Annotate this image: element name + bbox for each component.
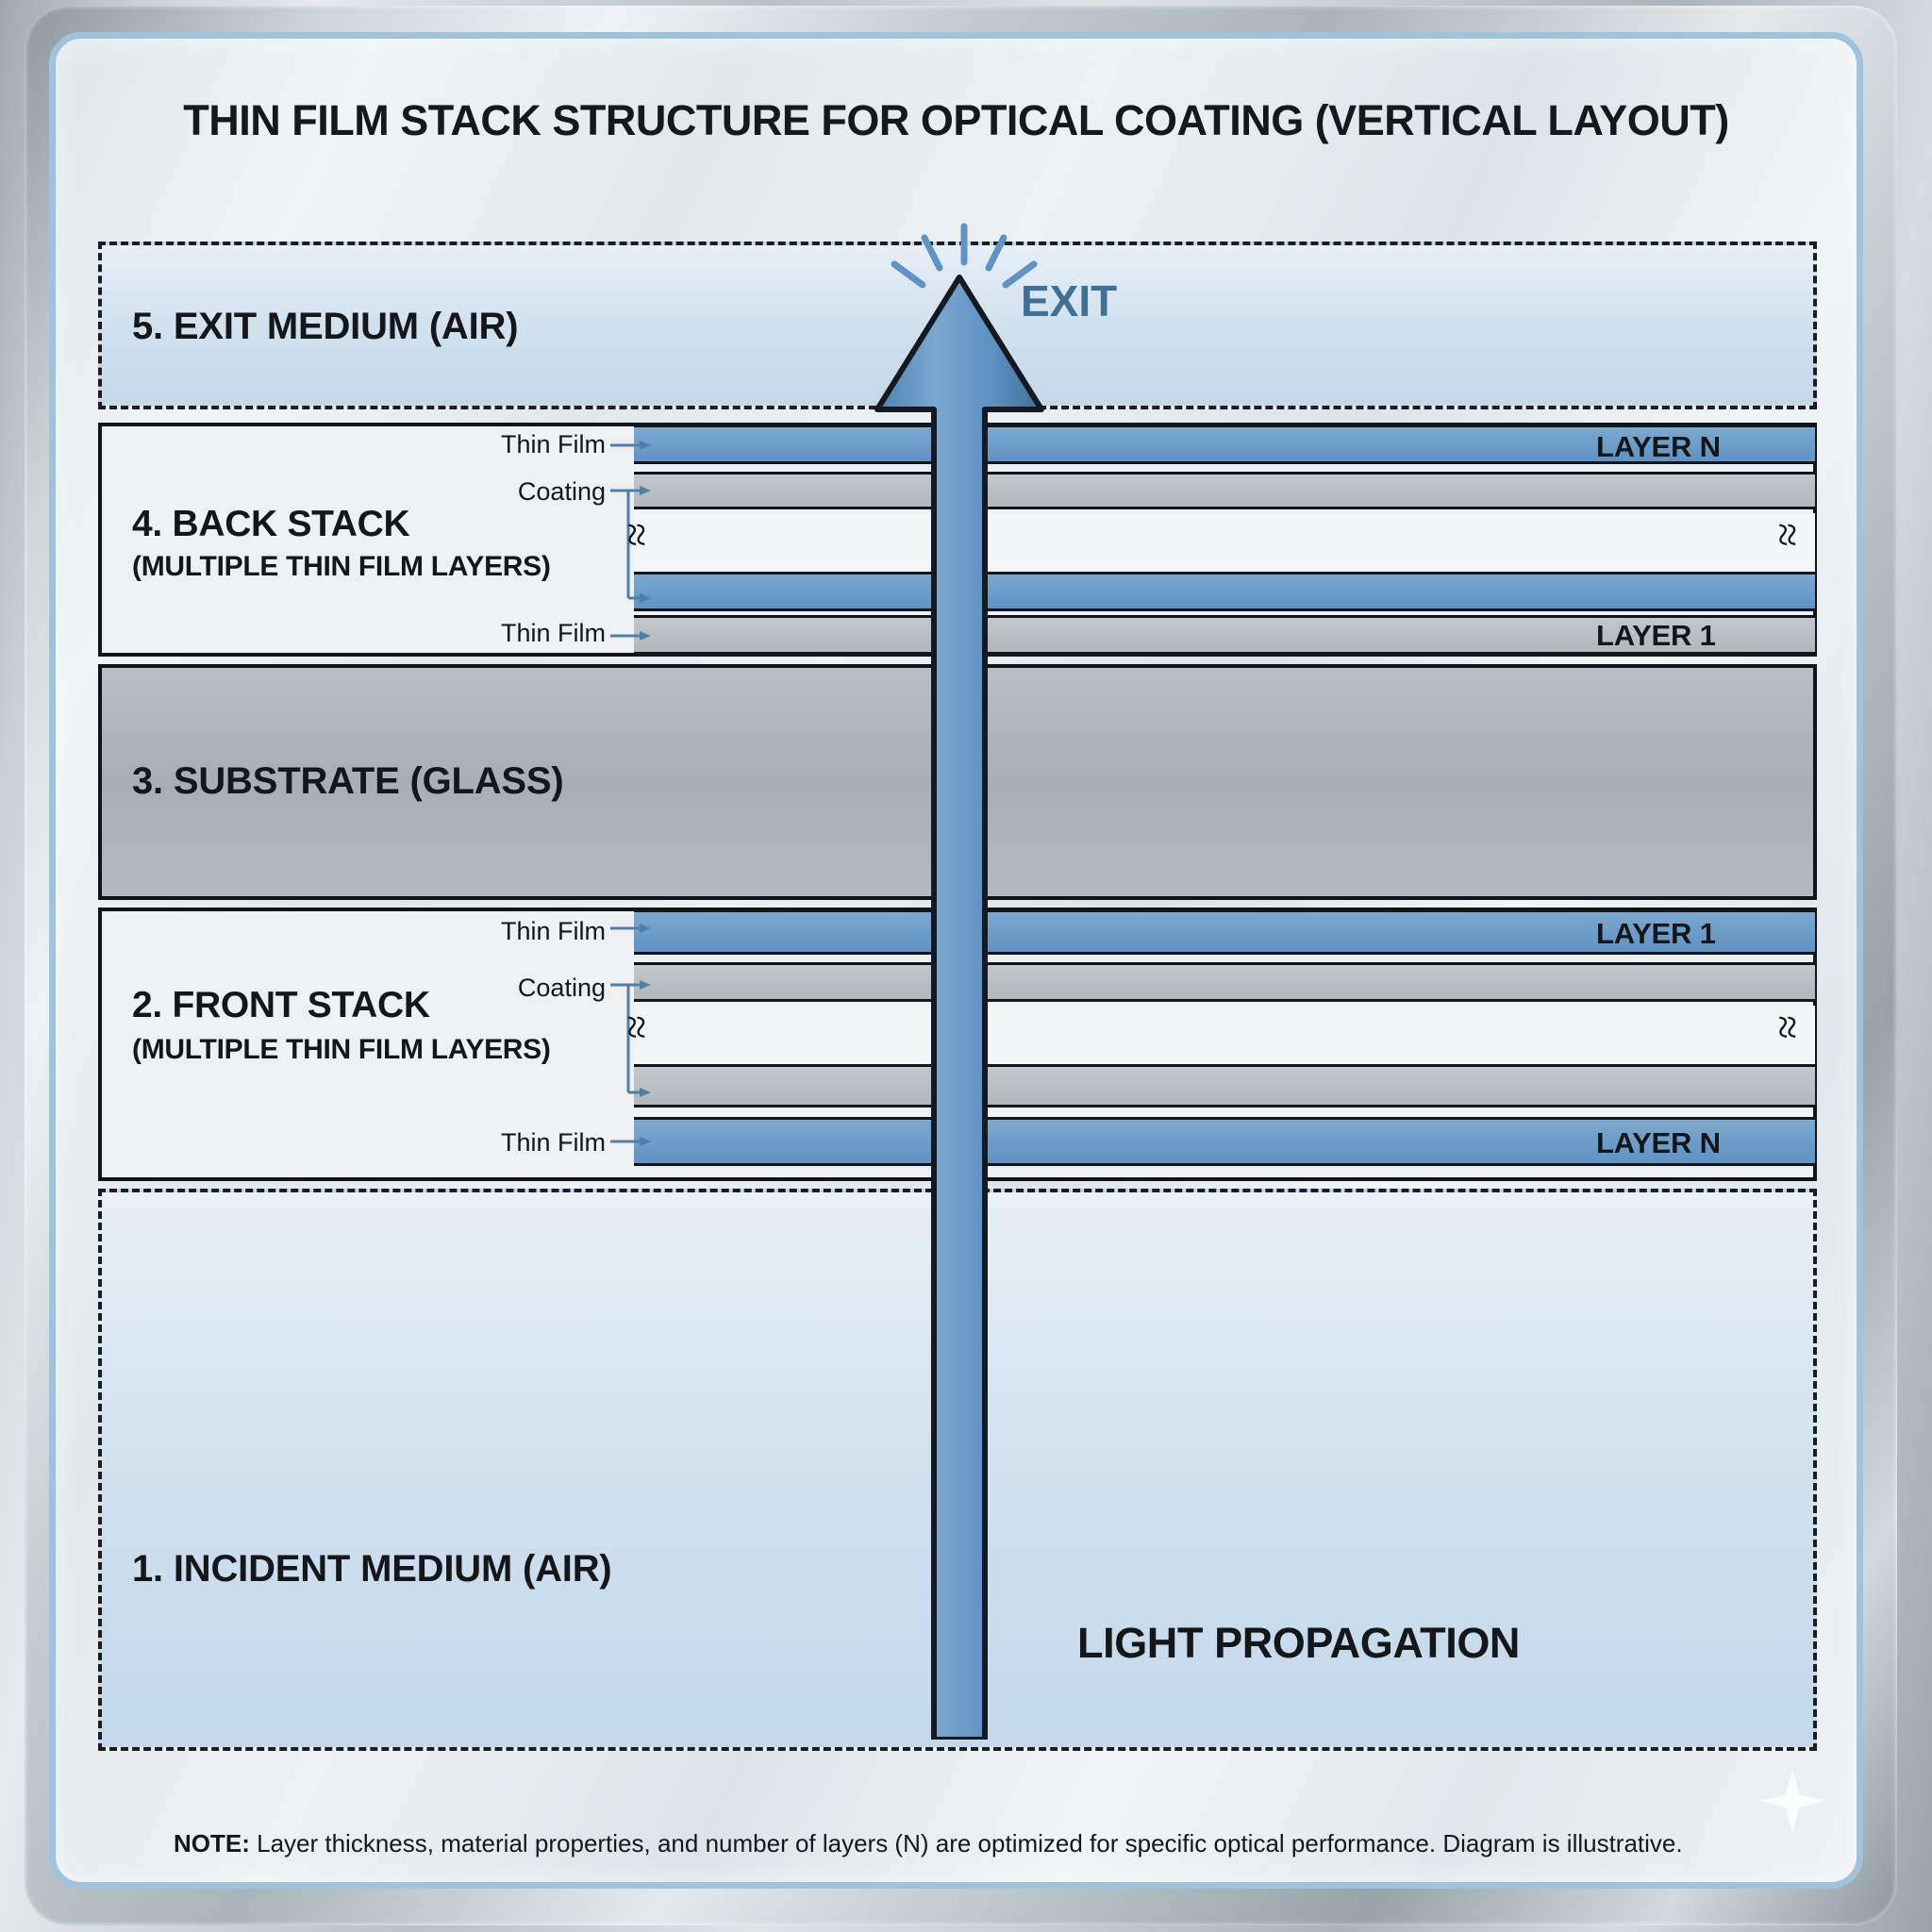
back-stack-break-right-icon: ≈ [1763, 523, 1812, 547]
front-stack-callout-thin-film-top: Thin Film [500, 917, 606, 945]
back-stack-title: 4. BACK STACK [132, 504, 410, 544]
back-stack-break-left-icon: ≈ [612, 523, 661, 547]
front-stack-subtitle: (MULTIPLE THIN FILM LAYERS) [132, 1034, 551, 1065]
back-stack-film-gap [634, 513, 1815, 572]
front-stack-title: 2. FRONT STACK [132, 985, 430, 1025]
light-propagation-label: LIGHT PROPAGATION [1077, 1619, 1521, 1667]
note-text [174, 1829, 1777, 1858]
front-stack-film-gap [634, 1006, 1815, 1064]
incident-medium-label: 1. INCIDENT MEDIUM (AIR) [132, 1548, 612, 1590]
front-stack-callout-thin-film-bottom: Thin Film [500, 1128, 606, 1157]
front-stack-layer-1-tag: LAYER 1 [1596, 917, 1716, 950]
back-stack-subtitle: (MULTIPLE THIN FILM LAYERS) [132, 551, 551, 582]
back-stack-callout-coating: Coating [517, 477, 606, 506]
back-stack-layer-1-tag: LAYER 1 [1596, 619, 1716, 652]
front-stack-callout-lines [587, 908, 653, 1181]
front-stack-film-mid [634, 1064, 1815, 1108]
light-propagation-arrow [841, 183, 1077, 1740]
note-prefix: NOTE: [174, 1829, 250, 1857]
front-stack-film-coating-top [634, 962, 1815, 1002]
back-stack-layer-n-tag: LAYER N [1596, 430, 1721, 463]
substrate-label: 3. SUBSTRATE (GLASS) [132, 760, 564, 802]
back-stack-callout-thin-film-top: Thin Film [500, 430, 606, 458]
front-stack-break-right-icon: ≈ [1763, 1015, 1812, 1040]
sparkle-icon [1759, 1768, 1825, 1834]
note-body: Layer thickness, material properties, and number of layers (N) are optimized for specific optical performance. Diagram is illustrative. [249, 1829, 1683, 1857]
exit-label: EXIT [1021, 276, 1118, 325]
exit-medium-label: 5. EXIT MEDIUM (AIR) [132, 306, 519, 347]
page-title: THIN FILM STACK STRUCTURE FOR OPTICAL COATING (VERTICAL LAYOUT) [183, 96, 1729, 144]
front-stack-layer-n-tag: LAYER N [1596, 1126, 1721, 1159]
back-stack-film-mid [634, 572, 1815, 611]
front-stack-callout-coating: Coating [517, 974, 606, 1002]
back-stack-callout-thin-film-bottom: Thin Film [500, 619, 606, 647]
diagram-canvas [58, 42, 1854, 1879]
front-stack-break-left-icon: ≈ [612, 1015, 661, 1040]
back-stack-film-coating-top [634, 472, 1815, 509]
